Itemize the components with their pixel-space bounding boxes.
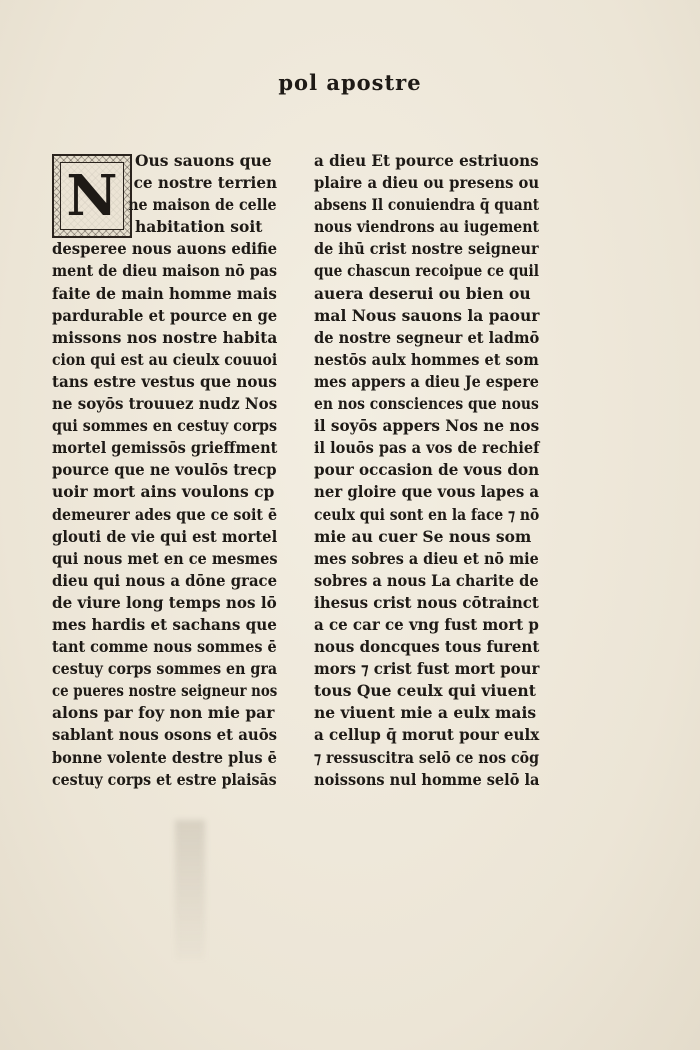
- initial-letter: N: [60, 162, 124, 230]
- text-line: ceulx qui sont en la face ⁊ nō: [314, 504, 540, 524]
- text-line: alons par foy non mie par: [52, 703, 275, 723]
- text-line: cestuy corps sommes en gra: [52, 659, 278, 679]
- text-line: mortel gemissōs grieffment: [52, 438, 278, 458]
- text-line: sobres a nous La charite de: [314, 570, 539, 590]
- text-line: pource que ne voulōs trecp: [52, 460, 277, 480]
- text-line: ne soyōs trouuez nudz Nos: [52, 394, 278, 414]
- text-line: qui nous met en ce mesmes: [52, 548, 278, 568]
- text-line: mie au cuer Se nous som: [314, 526, 532, 546]
- text-line: cestuy corps et estre plaisās: [52, 769, 277, 789]
- text-line: demeurer ades que ce soit ē: [52, 504, 278, 524]
- left-text-column: [52, 150, 277, 791]
- text-line: ce nostre terrien: [133, 173, 278, 193]
- text-line: habitation soit: [135, 217, 263, 237]
- text-line: mors ⁊ crist fust mort pour: [314, 659, 540, 679]
- text-line: ner gloire que vous lapes a: [314, 482, 540, 502]
- text-line: mes appers a dieu Je espere: [314, 371, 539, 391]
- text-line: faite de main homme mais: [52, 283, 277, 303]
- text-line: en nos consciences que nous: [314, 394, 539, 414]
- text-line: ce pueres nostre seigneur nos: [52, 681, 278, 701]
- text-line: il soyōs appers Nos ne nos: [314, 416, 540, 436]
- text-line: pour occasion de vous don: [314, 460, 540, 480]
- right-text-column: [314, 150, 539, 791]
- text-line: mal Nous sauons la paour: [314, 305, 540, 325]
- text-line: ihesus crist nous cōtrainct: [314, 592, 539, 612]
- text-line: desperee nous auons edifie: [52, 239, 278, 259]
- text-line: absens Il conuiendra q̄ quant: [314, 195, 540, 215]
- text-line: tans estre vestus que nous: [52, 371, 277, 391]
- text-line: ne viuent mie a eulx mais: [314, 703, 537, 723]
- text-line: pardurable et pource en ge: [52, 305, 278, 325]
- text-line: ment de dieu maison nō pas: [52, 261, 278, 281]
- text-line: missons nos nostre habita: [52, 327, 278, 347]
- text-line: tous Que ceulx qui viuent: [314, 681, 536, 701]
- text-line: noissons nul homme selō la: [314, 769, 540, 789]
- text-line: plaire a dieu ou presens ou: [314, 173, 540, 193]
- text-line: de ihū crist nostre seigneur: [314, 239, 539, 259]
- running-head: pol apostre: [278, 70, 422, 95]
- text-line: auera deserui ou bien ou: [314, 283, 531, 303]
- text-line: ne maison de celle: [128, 195, 277, 215]
- text-line: que chascun recoipue ce quil: [314, 261, 539, 281]
- text-line: de viure long temps nos lō: [52, 592, 277, 612]
- text-line: nestōs aulx hommes et som: [314, 349, 539, 369]
- text-line: nous doncques tous furent: [314, 637, 540, 657]
- text-line: a dieu Et pource estriuons: [314, 151, 539, 170]
- text-line: bonne volente destre plus ē: [52, 747, 277, 767]
- text-line: mes hardis et sachans que: [52, 614, 277, 634]
- text-line: glouti de vie qui est mortel: [52, 526, 278, 546]
- text-line: qui sommes en cestuy corps: [52, 416, 278, 436]
- text-line: ⁊ ressuscitra selō ce nos cōg: [314, 747, 540, 767]
- text-line: de nostre segneur et ladmō: [314, 327, 540, 347]
- text-line: a cellup q̄ morut pour eulx: [314, 725, 540, 745]
- text-line: tant comme nous sommes ē: [52, 637, 277, 657]
- text-line: dieu qui nous a dōne grace: [52, 570, 278, 590]
- text-line: uoir mort ains voulons cp: [52, 482, 275, 502]
- text-line: a ce car ce vng fust mort p: [314, 614, 539, 634]
- text-line: mes sobres a dieu et nō mie: [314, 548, 539, 568]
- text-line: nous viendrons au iugement: [314, 217, 540, 237]
- text-line: il louōs pas a vos de rechief: [314, 438, 540, 458]
- text-line: sablant nous osons et auōs: [52, 725, 278, 745]
- text-line: cion qui est au cieulx couuoi: [52, 349, 278, 369]
- ink-bleed-mark: [175, 820, 205, 960]
- text-line: Ous sauons que: [135, 151, 272, 170]
